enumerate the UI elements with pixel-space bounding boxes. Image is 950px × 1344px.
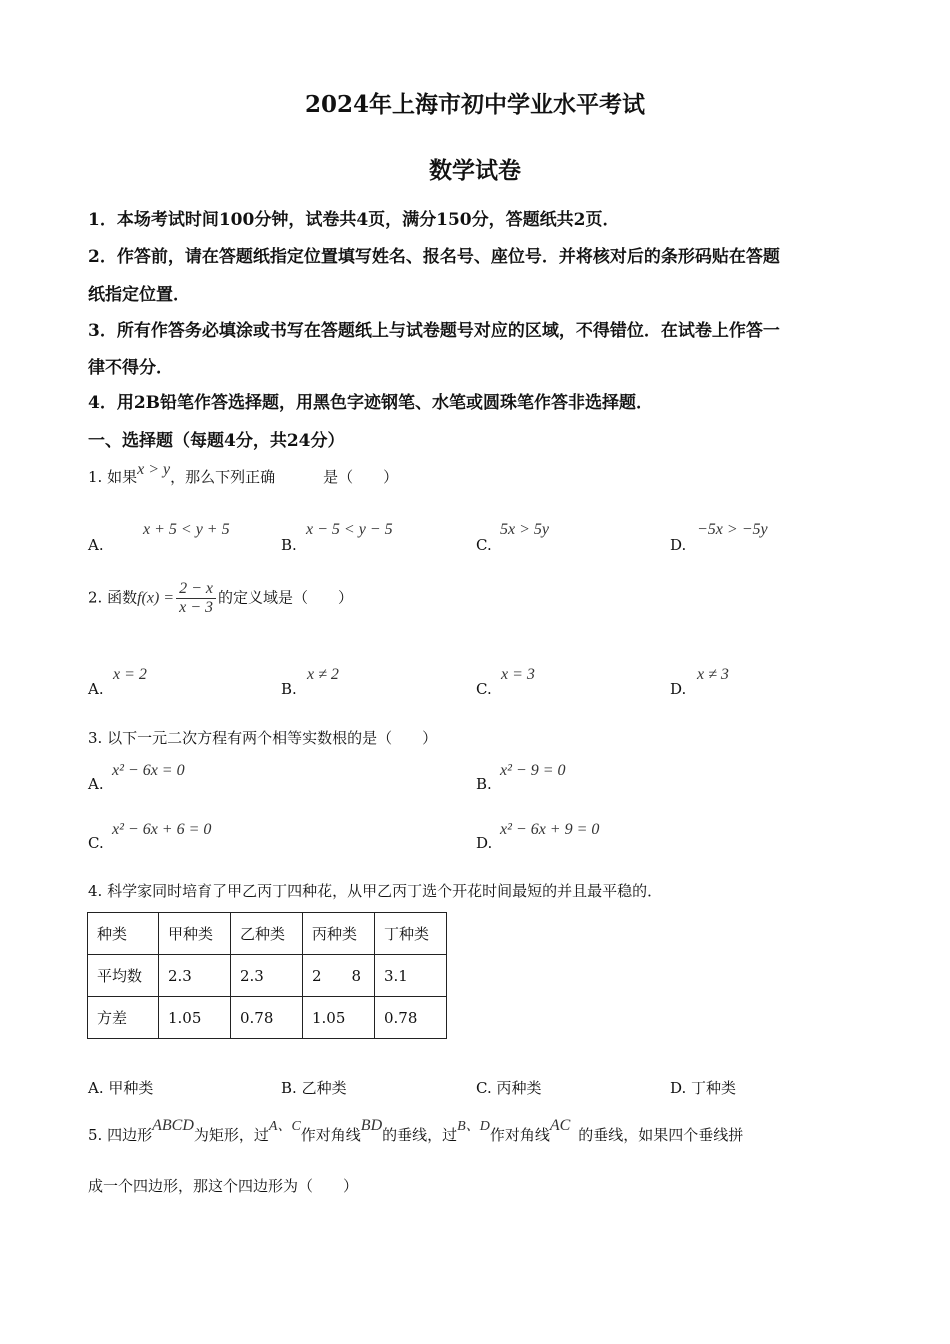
q3-option-b-label: B. (476, 775, 492, 793)
table-cell: 2.3 (159, 955, 231, 997)
q2-option-c-expr: x = 3 (501, 666, 535, 683)
q3-option-a-expr: x² − 6x = 0 (112, 762, 185, 779)
q3-option-a-label: A. (88, 775, 104, 793)
table-cell: 1.05 (303, 997, 375, 1039)
question-5: 5. 四边形ABCD为矩形，过A、C作对角线BD的垂线，过B、D作对角线AC的垂线，如果四个垂线拼 (88, 1117, 744, 1144)
table-cell: 方差 (88, 997, 159, 1039)
note-4: 4．用2B铅笔作答选择题，用黑色字迹钢笔、水笔或圆珠笔作答非选择题． (88, 393, 654, 413)
table-cell: 2.3 (231, 955, 303, 997)
q4-option-b: B. 乙种类 (281, 1079, 347, 1097)
table-cell: 3.1 (375, 955, 447, 997)
section-heading: 一、选择题（每题4分，共24分） (88, 431, 345, 451)
q2-option-c-label: C. (476, 680, 492, 698)
question-2: 2. 函数f(x) = $\frac{2 - x}{x - 3}$ 的定义域是（ ） (88, 580, 354, 616)
note-2-cont: 纸指定位置． (88, 285, 190, 305)
question-3: 3. 以下一元二次方程有两个相等实数根的是（ ） (88, 729, 438, 747)
q1-option-c-label: C. (476, 536, 492, 554)
table-cell: 平均数 (88, 955, 159, 997)
q2-option-a-label: A. (88, 680, 104, 698)
q1-option-b-label: B. (281, 536, 297, 554)
q2-option-a-expr: x = 2 (113, 666, 147, 683)
question-1: 1. 如果x > y，那么下列正确 是（ ） (88, 461, 399, 486)
q3-option-d-expr: x² − 6x + 9 = 0 (500, 821, 600, 838)
q1-option-d-expr: −5x > −5y (697, 521, 768, 538)
table-header-row (88, 913, 447, 955)
q3-option-d-label: D. (476, 834, 493, 852)
table-row (88, 955, 447, 997)
table-cell: 1.05 (159, 997, 231, 1039)
q2-option-d-label: D. (670, 680, 687, 698)
table-header-cell: 丁种类 (375, 913, 447, 955)
note-3: 3．所有作答务必填涂或书写在答题纸上与试卷题号对应的区域，不得错位．在试卷上作答一 (88, 321, 780, 341)
page-subtitle: 数学试卷 (429, 157, 521, 184)
table-header-cell: 丙种类 (303, 913, 375, 955)
table-cell: 0.78 (231, 997, 303, 1039)
q4-option-a: A. 甲种类 (88, 1079, 154, 1097)
q3-option-c-expr: x² − 6x + 6 = 0 (112, 821, 212, 838)
note-3-cont: 律不得分． (88, 358, 173, 378)
table-header-cell: 种类 (88, 913, 159, 955)
q4-option-c: C. 丙种类 (476, 1079, 542, 1097)
page-title: 2024年上海市初中学业水平考试 (304, 91, 645, 118)
q1-option-a-expr: x + 5 < y + 5 (143, 521, 230, 538)
table-row (88, 997, 447, 1039)
q3-option-b-expr: x² − 9 = 0 (500, 762, 566, 779)
q1-option-b-expr: x − 5 < y − 5 (306, 521, 393, 538)
q2-option-b-expr: x ≠ 2 (307, 666, 339, 683)
q2-option-b-label: B. (281, 680, 297, 698)
note-2: 2．作答前，请在答题纸指定位置填写姓名、报名号、座位号．并将核对后的条形码贴在答题 (88, 247, 780, 267)
table-cell: 2 8 (303, 955, 375, 997)
q1-option-d-label: D. (670, 536, 687, 554)
table-header-cell: 甲种类 (159, 913, 231, 955)
table-header-cell: 乙种类 (231, 913, 303, 955)
q4-option-d: D. 丁种类 (670, 1079, 737, 1097)
question-4: 4. 科学家同时培育了甲乙丙丁四种花，从甲乙丙丁选个开花时间最短的并且最平稳的． (88, 882, 663, 900)
table-cell: 0.78 (375, 997, 447, 1039)
q1-option-c-expr: 5x > 5y (500, 521, 549, 538)
q1-option-a-label: A. (88, 536, 104, 554)
q2-option-d-expr: x ≠ 3 (697, 666, 729, 683)
note-1: 1．本场考试时间100分钟，试卷共4页，满分150分，答题纸共2页． (88, 210, 620, 230)
q3-option-c-label: C. (88, 834, 104, 852)
question-5-cont: 成一个四边形，那这个四边形为（ ） (88, 1177, 359, 1195)
data-table (87, 912, 447, 1039)
